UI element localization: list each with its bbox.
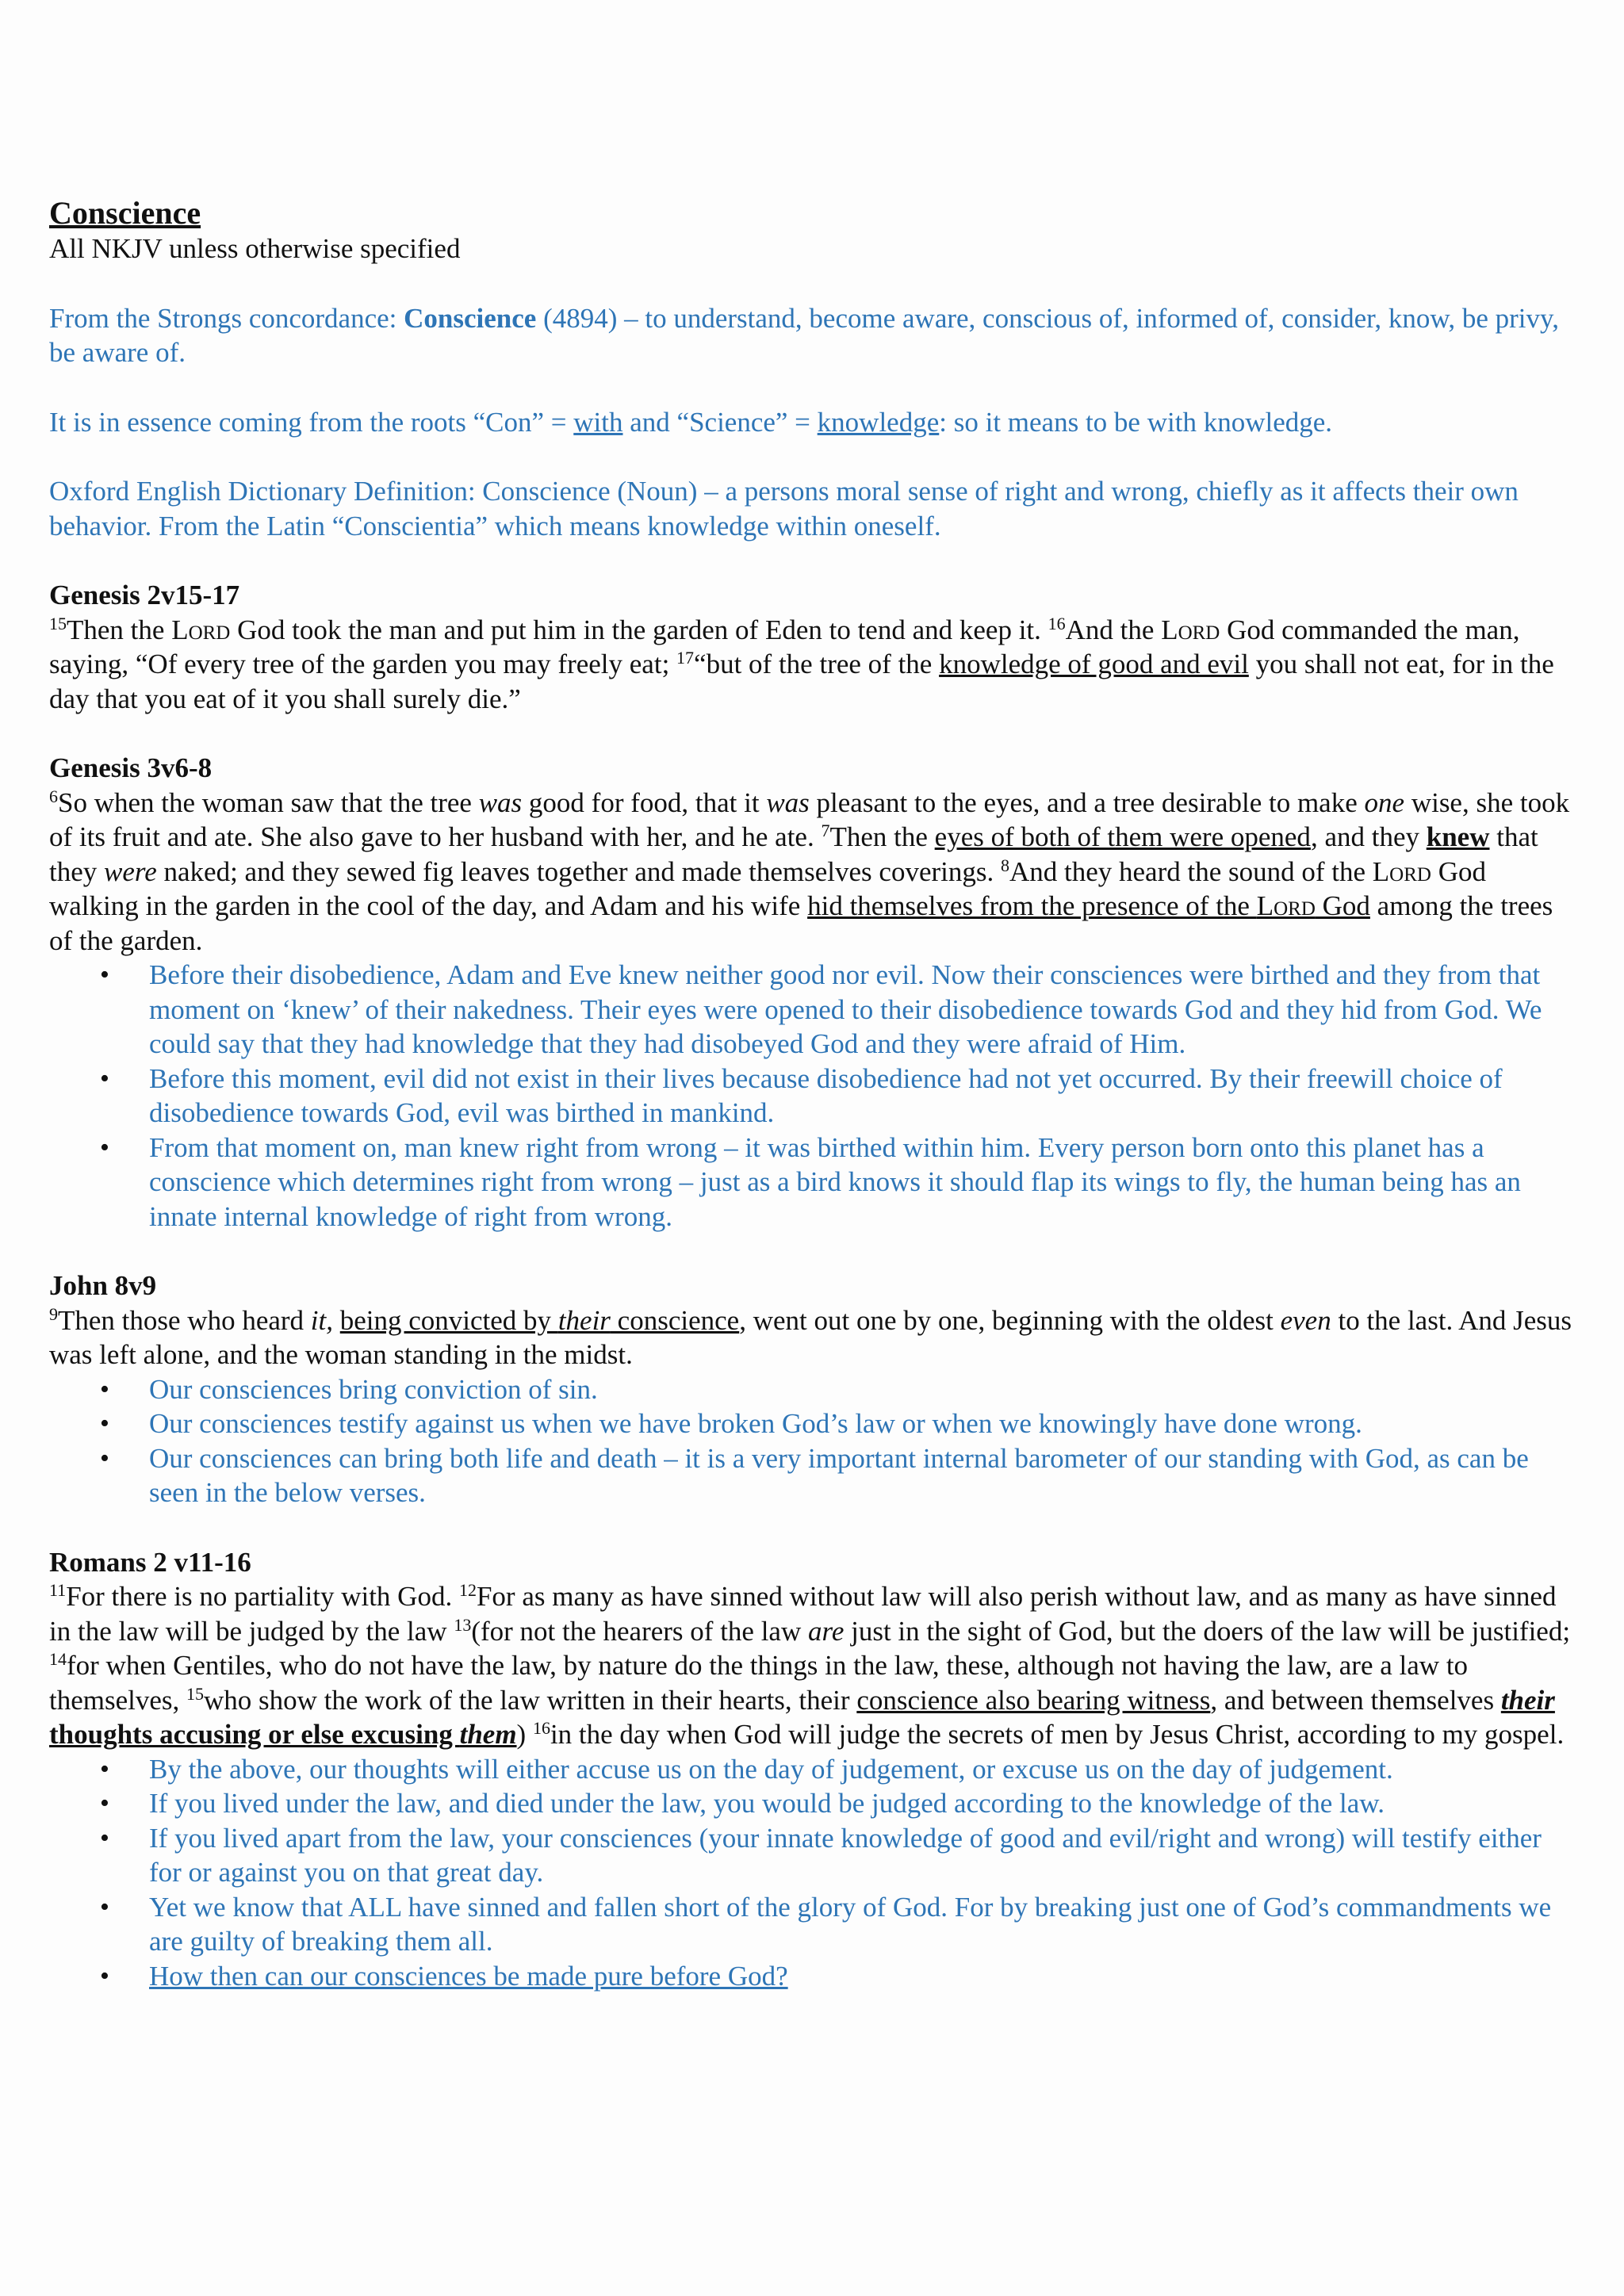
list-item: • If you lived apart from the law, your consciences (your innate knowledge of good and evil/right and wrong) will testify either for or against you on that great day.: [146, 1821, 1580, 1890]
romans-2-notes: [49, 1752, 1580, 1994]
genesis-2-passage: $^{15}$Then the Lord God took the man and put him in the garden of Eden to tend and keep it. $^{16}$And the Lord God commanded the man, saying, “Of every tree of the garden you may freely eat; $^{17}$“but of the tree of the knowledge of good and evil you shall not eat, for in the day that you eat of it you shall surely die.”: [49, 613, 1554, 714]
romans-2-passage: $^{11}$For there is no partiality with God. $^{12}$For as many as have sinned without law will also perish without law, and as many as have sinned in the law will be judged by the law $^{13}$(for not the hearers of the law are just in the sight of God, but the doers of the law will be justified; $^{14}$for when Gentiles, who do not have the law, by nature do the things in the law, these, although not having the law, are a law to themselves, $^{15}$who show the work of the law written in their hearts, their conscience also bearing witness, and between themselves their thoughts accusing or else excusing them) $^{16}$in the day when God will judge the secrets of men by Jesus Christ, according to my gospel.: [49, 1580, 1571, 1750]
list-item: • From that moment on, man knew right from wrong – it was birthed within him. Every person born onto this planet has a conscience which determines right from wrong – just as a bird knows it should flap its wings to fly, the human being has an innate internal knowledge of right from wrong.: [146, 1131, 1580, 1234]
list-item: • Our consciences bring conviction of sin.: [146, 1372, 1580, 1407]
list-item: • Yet we know that ALL have sinned and fallen short of the glory of God. For by breaking just one of God’s commandments we are guilty of breaking them all.: [146, 1890, 1580, 1959]
list-item: • Our consciences testify against us when we have broken God’s law or when we knowingly have done wrong.: [146, 1406, 1580, 1441]
list-item: [146, 1959, 1580, 1994]
strongs-definition: From the Strongs concordance: Conscience (4894) – to understand, become aware, conscious of, informed of, consider, know, be privy, be aware of.: [49, 302, 1559, 368]
list-item: • Before their disobedience, Adam and Eve knew neither good nor evil. Now their consciences were birthed and they from that moment on ‘knew’ of their nakedness. Their eyes were opened to their disobedience towards God and they hid from God. We could say that they had knowledge that they had disobeyed God and they were afraid of Him.: [146, 958, 1580, 1062]
john-8-heading: John 8v9: [49, 1270, 157, 1301]
genesis-3-passage: $^6$So when the woman saw that the tree was good for food, that it was pleasant to the eyes, and a tree desirable to make one wise, she took of its fruit and ate. She also gave to her husband with her, and he ate. $^7$Then the eyes of both of them were opened, and they knew that they were naked; and they sewed fig leaves together and made themselves coverings. $^8$And they heard the sound of the Lord God walking in the garden in the cool of the day, and Adam and his wife hid themselves from the presence of the Lord God among the trees of the garden.: [49, 786, 1570, 956]
closing-question: How then can our consciences be made pure before God?: [149, 1960, 788, 1992]
list-item: • By the above, our thoughts will either accuse us on the day of judgement, or excuse us on the day of judgement.: [146, 1752, 1580, 1787]
genesis-3-notes: [49, 958, 1580, 1234]
john-8-notes: [49, 1372, 1580, 1510]
document-subtitle: All NKJV unless otherwise specified: [49, 233, 461, 264]
romans-2-heading: Romans 2 v11-16: [49, 1546, 251, 1578]
document-body: [49, 195, 1580, 1993]
oxford-definition: Oxford English Dictionary Definition: Conscience (Noun) – a persons moral sense of right and wrong, chiefly as it affects their own behavior. From the Latin “Conscientia” which means knowledge within oneself.: [49, 476, 1519, 541]
list-item: • Before this moment, evil did not exist in their lives because disobedience had not yet occurred. By their freewill choice of disobedience towards God, evil was birthed in mankind.: [146, 1062, 1580, 1131]
genesis-2-heading: Genesis 2v15-17: [49, 580, 240, 610]
list-item: • Our consciences can bring both life and death – it is a very important internal barometer of our standing with God, as can be seen in the below verses.: [146, 1441, 1580, 1510]
roots-definition: It is in essence coming from the roots “Con” = with and “Science” = knowledge: so it means to be with knowledge.: [49, 406, 1333, 438]
genesis-3-heading: Genesis 3v6-8: [49, 752, 213, 783]
document-title: Conscience: [49, 195, 201, 231]
list-item: • If you lived under the law, and died under the law, you would be judged according to the knowledge of the law.: [146, 1786, 1580, 1821]
john-8-passage: $^9$Then those who heard it, being convicted by their conscience, went out one by one, beginning with the oldest even to the last. And Jesus was left alone, and the woman standing in the midst.: [49, 1303, 1572, 1370]
